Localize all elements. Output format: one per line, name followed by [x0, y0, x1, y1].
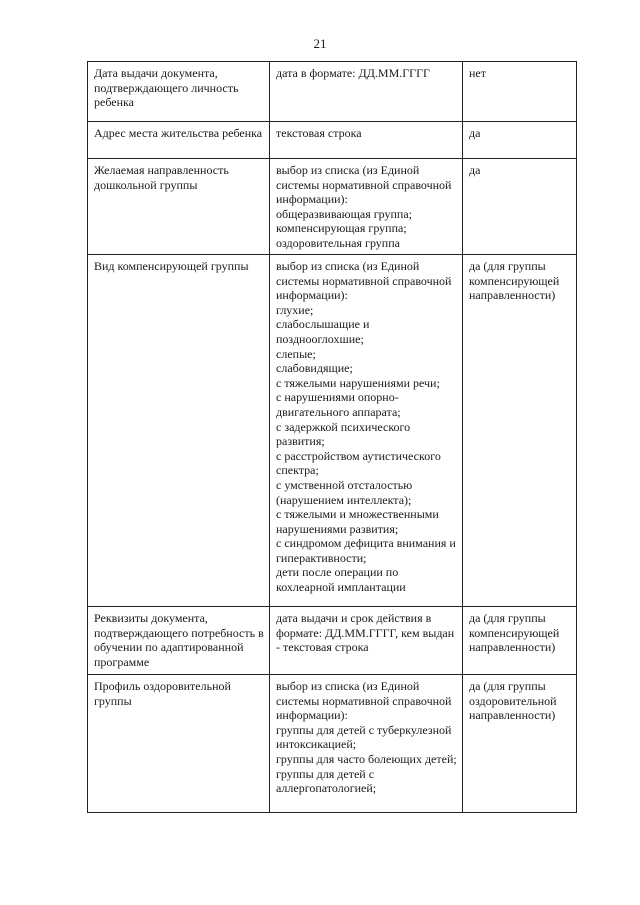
page-number: 21 [313, 36, 327, 51]
field-format-cell: дата выдачи и срок действия в формате: ДД.ММ.ГГГГ, кем выдан - текстовая строка [270, 607, 463, 675]
field-required-cell: да (для группы компенсирующей направленности) [463, 255, 577, 607]
field-format-cell: выбор из списка (из Единой системы нормативной справочной информации): общеразвивающая группа; компенсирующая группа; оздоровительная группа [270, 159, 463, 255]
table-row [88, 122, 577, 159]
field-name-cell: Желаемая направленность дошкольной группы [88, 159, 270, 255]
table-row [88, 607, 577, 675]
table-row [88, 62, 577, 122]
table-row [88, 159, 577, 255]
field-name-cell: Дата выдачи документа, подтверждающего личность ребенка [88, 62, 270, 122]
field-required-cell: да (для группы оздоровительной направленности) [463, 675, 577, 813]
field-format-cell: выбор из списка (из Единой системы нормативной справочной информации): глухие; слабослышащие и позднооглохшие; слепые; слабовидящие; с тяжелыми нарушениями речи; с нарушениями опорно-двигательного аппарата; с задержкой психического развития; с расстройством аутистического спектра; с умственной отсталостью (нарушением интеллекта); с тяжелыми и множественными нарушениями развития; с синдромом дефицита внимания и гиперактивности; дети после операции по кохлеарной имплантации [270, 255, 463, 607]
field-format-cell: выбор из списка (из Единой системы нормативной справочной информации): группы для детей с туберкулезной интоксикацией; группы для часто болеющих детей; группы для детей с аллергопатологией; [270, 675, 463, 813]
field-required-cell: нет [463, 62, 577, 122]
field-format-cell: текстовая строка [270, 122, 463, 159]
field-name-cell: Вид компенсирующей группы [88, 255, 270, 607]
field-name-cell: Адрес места жительства ребенка [88, 122, 270, 159]
field-required-cell: да (для группы компенсирующей направленности) [463, 607, 577, 675]
field-required-cell: да [463, 159, 577, 255]
table-row [88, 675, 577, 813]
table-row [88, 255, 577, 607]
field-required-cell: да [463, 122, 577, 159]
field-name-cell: Реквизиты документа, подтверждающего потребность в обучении по адаптированной программе [88, 607, 270, 675]
requirements-table [87, 61, 577, 813]
field-name-cell: Профиль оздоровительной группы [88, 675, 270, 813]
field-format-cell: дата в формате: ДД.ММ.ГГГГ [270, 62, 463, 122]
